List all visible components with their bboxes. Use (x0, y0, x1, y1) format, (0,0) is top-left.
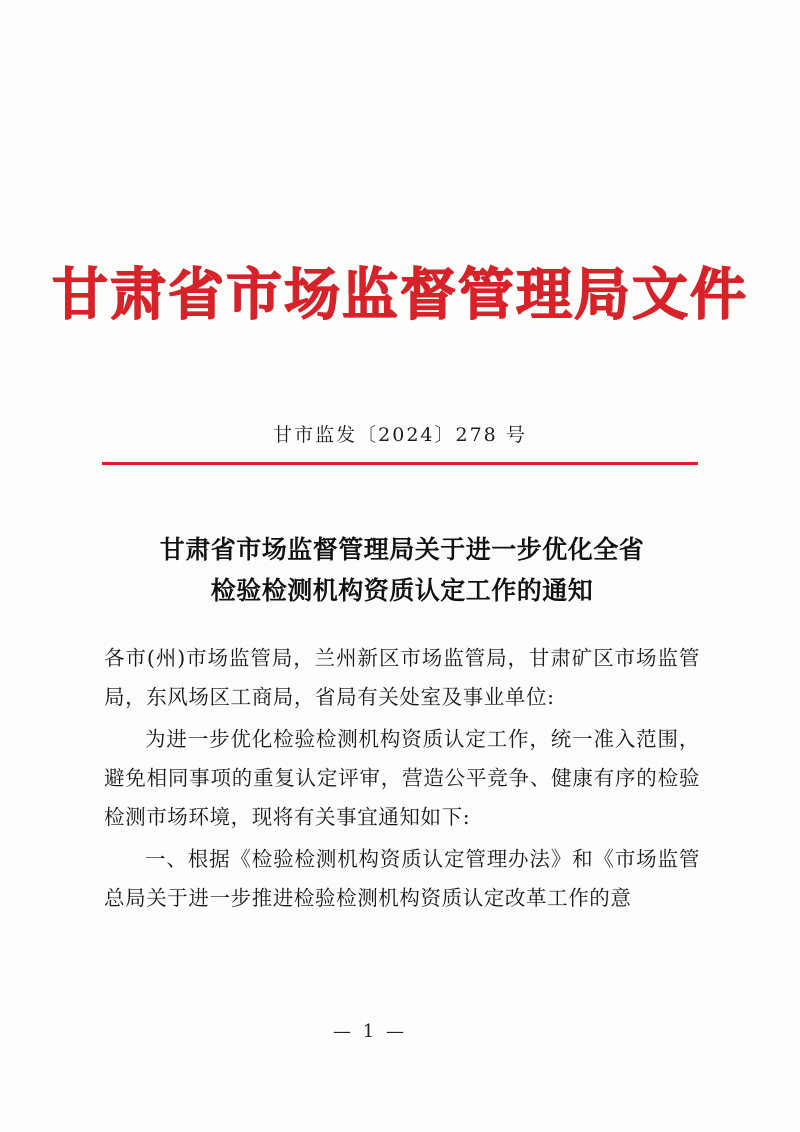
body-paragraph-1: 为进一步优化检验检测机构资质认定工作，统一准入范围，避免相同事项的重复认定评审，营造公平竞争、健康有序的检验检测市场环境，现将有关事宜通知如下: (104, 726, 700, 830)
document-title (104, 530, 700, 611)
letterhead-organization-title: 甘肃省市场监督管理局文件 (52, 262, 748, 328)
document-title-line-2: 检验检测机构资质认定工作的通知 (210, 575, 594, 605)
document-number: 甘市监发〔2024〕278 号 (273, 424, 527, 446)
red-divider-rule (102, 462, 698, 465)
body-paragraph-2: 一、根据《检验检测机构资质认定管理办法》和《市场监管总局关于进一步推进检验检测机构资质认定改革工作的意 (104, 846, 700, 911)
document-body (104, 530, 700, 921)
page-number: — 1 — (333, 1021, 407, 1042)
recipients-paragraph: 各市(州)市场监管局，兰州新区市场监管局，甘肃矿区市场监管局，东风场区工商局，省局有关处室及事业单位: (104, 646, 700, 710)
document-title-line-1: 甘肃省市场监督管理局关于进一步优化全省 (159, 535, 645, 564)
letterhead (0, 262, 800, 328)
